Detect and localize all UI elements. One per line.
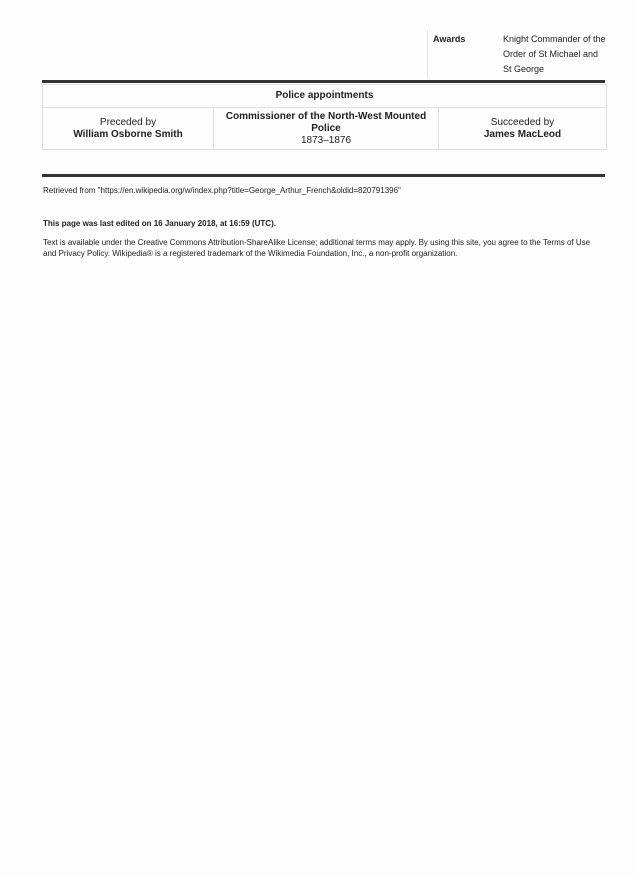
office-title-link[interactable]: Commissioner of the North-West Mounted Police: [225, 110, 427, 134]
predecessor-link[interactable]: William Osborne Smith: [73, 128, 183, 140]
awards-value[interactable]: Knight Commander of the Order of St Michael and St George: [503, 34, 606, 74]
office-years: 1873–1876: [300, 134, 352, 146]
succeeded-label: Succeeded by: [490, 116, 555, 128]
infobox-awards-row: [427, 30, 606, 78]
succession-box: [42, 84, 607, 150]
office-cell: [214, 108, 439, 149]
successor-link[interactable]: James MacLeod: [483, 128, 562, 140]
succeeded-by-cell: [439, 108, 606, 149]
last-edited-text: This page was last edited on 16 January 2018, at 16:59 (UTC).: [43, 219, 276, 228]
license-text: Text is available under the Creative Commons Attribution-ShareAlike License; additional terms may apply. By using this site, you agree to the Terms of Use and Privacy Policy. Wikipedia® is a registered trademark of the Wikimedia Foundation, Inc., a non-profit organization.: [43, 238, 591, 258]
awards-label: Awards: [433, 34, 466, 44]
succession-header: Police appointments: [43, 85, 606, 108]
retrieved-from-link[interactable]: Retrieved from "https://en.wikipedia.org/w/index.php?title=George_Arthur_French&oldid=820791396": [43, 186, 401, 195]
preceded-by-cell: [43, 108, 214, 149]
preceded-label: Preceded by: [99, 116, 157, 128]
divider-top: [42, 80, 605, 83]
divider-bottom: [42, 174, 605, 177]
